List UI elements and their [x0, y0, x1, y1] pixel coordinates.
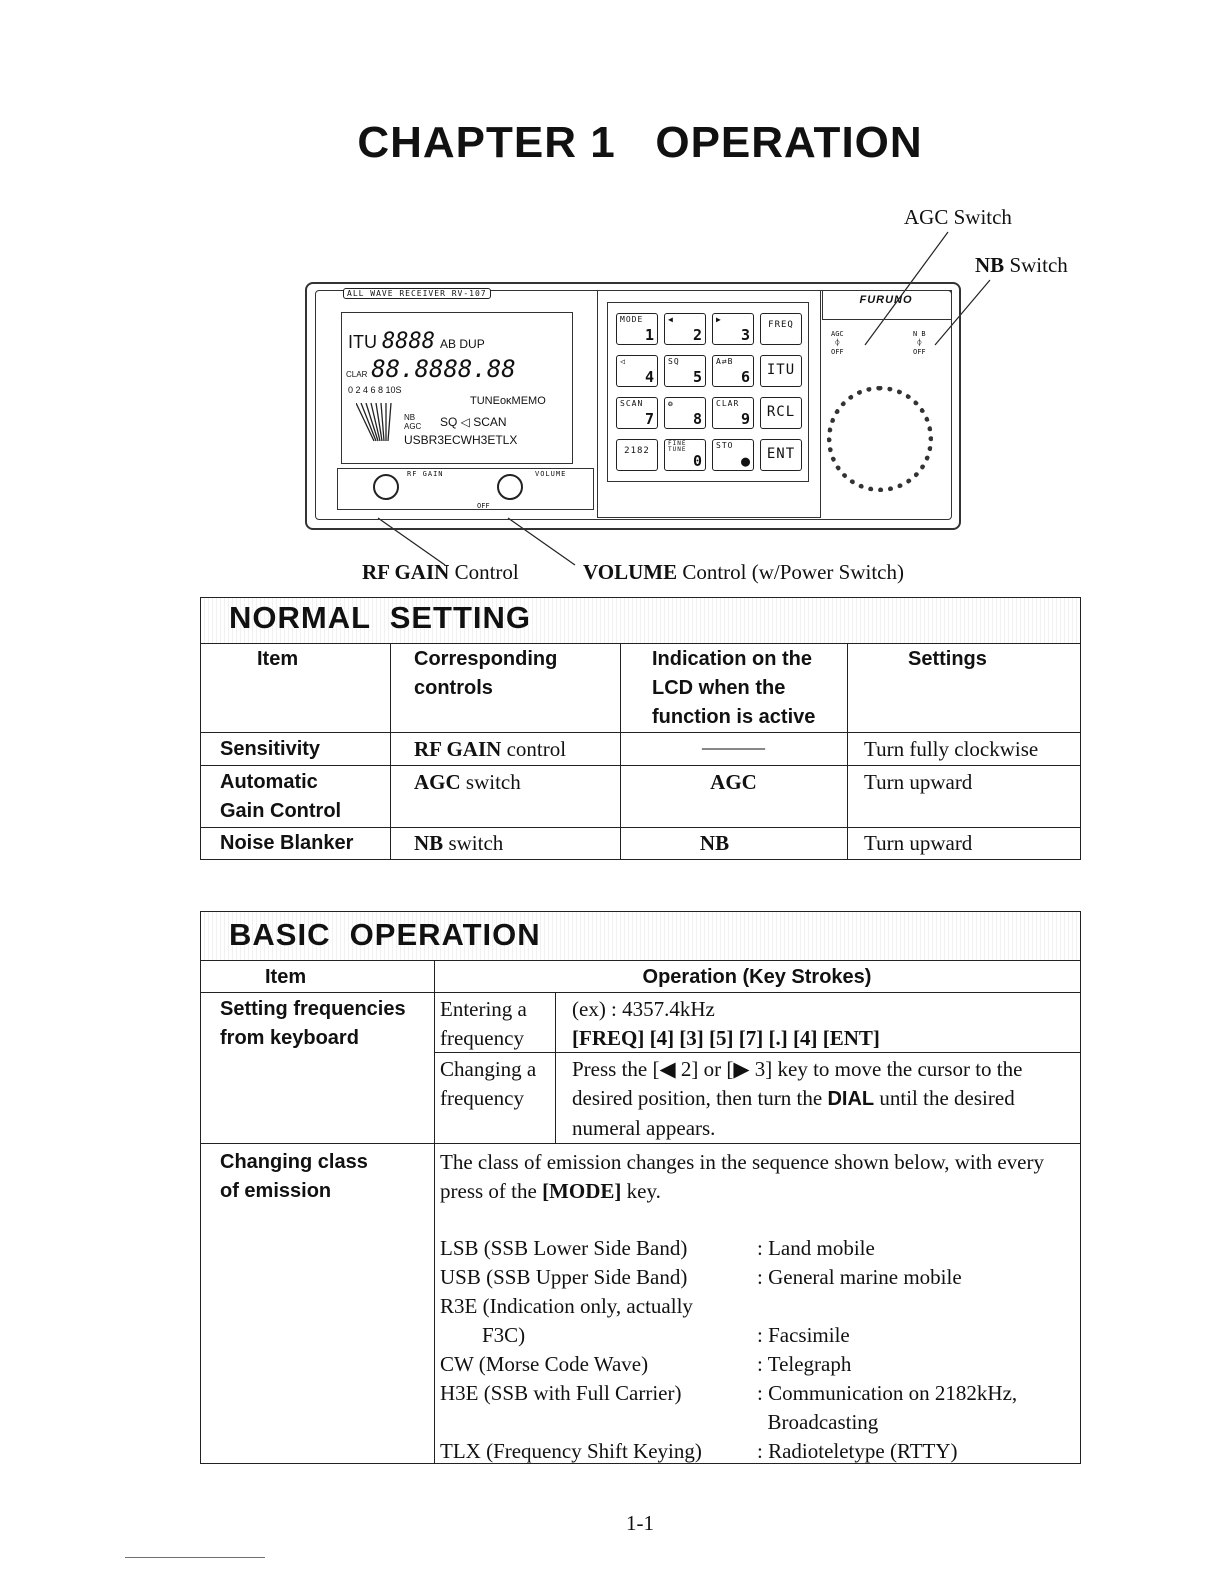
key-main-label: 8	[692, 410, 702, 428]
emission-mode: TLX (Frequency Shift Keying)	[440, 1439, 702, 1463]
receiver-front-panel-illustration	[305, 282, 961, 530]
lcd-indication: NB	[699, 831, 730, 855]
column-header: Settings	[908, 648, 987, 670]
nb-switch[interactable]: N B ⌽ OFF	[913, 330, 926, 356]
column-header: Item	[257, 648, 299, 670]
key-top-label: ◁	[620, 357, 626, 366]
callout-suffix: Control	[449, 560, 519, 584]
volume-label: VOLUME	[535, 470, 567, 478]
key-3[interactable]	[760, 313, 802, 345]
key-main-label: 7	[644, 410, 654, 428]
setting: Turn upward	[864, 831, 973, 855]
text: until the desired numeral appears.	[572, 1086, 1015, 1140]
key-label: ENT	[766, 446, 796, 462]
keypad	[607, 302, 809, 482]
control-type: control	[501, 737, 567, 761]
lcd-indication: AGC	[710, 770, 757, 794]
column-header: Item	[265, 966, 307, 988]
key-6[interactable]	[712, 355, 754, 387]
emission-class-row	[440, 1437, 1070, 1466]
key-top-label: SQ	[668, 357, 680, 366]
changing-frequency-instructions	[572, 1055, 1062, 1143]
column-header: Indication on the LCD when the function is active	[652, 648, 816, 728]
key-5[interactable]	[664, 355, 706, 387]
key-11[interactable]	[760, 397, 802, 429]
key-top-label: MODE	[620, 315, 644, 324]
page-number: 1-1	[626, 1511, 654, 1535]
key-sequence: [FREQ] [4] [3] [5] [7] [.] [4] [ENT]	[572, 1026, 880, 1050]
emission-list	[440, 1234, 1070, 1466]
volume-off-label: OFF	[477, 502, 490, 510]
key-top-label: ❂	[668, 399, 674, 408]
tuning-dial[interactable]	[827, 386, 933, 492]
key-main-label: 0	[692, 452, 702, 470]
key-15[interactable]	[760, 439, 802, 471]
emission-mode: H3E (SSB with Full Carrier)	[440, 1381, 682, 1405]
text: key.	[621, 1179, 661, 1203]
callout-name: NB	[975, 253, 1005, 277]
sub-item-label: Entering a frequency	[440, 997, 527, 1050]
nb-off-label: OFF	[913, 348, 926, 356]
lcd-ab-dup: AB DUP	[440, 337, 485, 351]
key-8[interactable]	[616, 397, 658, 429]
emission-use: : Radioteletype (RTTY)	[757, 1439, 958, 1463]
rf-gain-label: RF GAIN	[407, 470, 444, 478]
setting: Turn upward	[864, 770, 973, 794]
row-item: Setting frequencies from keyboard	[220, 998, 406, 1049]
row-item: Changing class of emission	[220, 1151, 368, 1202]
brand-logo: FURUNO	[859, 294, 913, 306]
key-main-label: 5	[692, 368, 702, 386]
agc-off-label: OFF	[831, 348, 844, 356]
callout-suffix: Control (w/Power Switch)	[677, 560, 904, 584]
key-top-label: ▶	[716, 315, 722, 324]
emission-mode: CW (Morse Code Wave)	[440, 1352, 649, 1376]
section-title: BASIC OPERATION	[229, 917, 541, 952]
callout-name: RF GAIN	[362, 560, 450, 584]
emission-class-row	[440, 1350, 1070, 1379]
key-14[interactable]	[712, 439, 754, 471]
key-2[interactable]	[712, 313, 754, 345]
key-label: FREQ	[768, 320, 794, 330]
key-top-label: ◀	[668, 315, 674, 324]
key-top-label: CLAR	[716, 399, 740, 408]
text: Press the [◀ 2] or [▶ 3] key to move the cursor to the desired position, then turn the	[572, 1057, 1023, 1110]
rf-gain-knob[interactable]	[373, 474, 399, 500]
text: The class of emission changes in the sequence shown below, with every press of the	[440, 1150, 1044, 1203]
agc-switch[interactable]: AGC ⌽ OFF	[831, 330, 844, 356]
normal-setting-table	[200, 597, 1081, 860]
key-7[interactable]	[760, 355, 802, 387]
emission-mode: LSB (SSB Lower Side Band)	[440, 1236, 688, 1260]
control-name: AGC	[414, 770, 461, 794]
model-label: ALL WAVE RECEIVER RV-107	[343, 288, 491, 299]
signal-meter-icon	[356, 403, 396, 443]
link-underline	[125, 1557, 265, 1558]
nb-switch-label: N B	[913, 330, 926, 338]
lcd-signal-scale: 0 2 4 6 8 10S	[348, 385, 402, 395]
emission-use: : Facsimile	[757, 1323, 850, 1347]
column-header: Operation (Key Strokes)	[642, 966, 872, 988]
row-item: Automatic Gain Control	[220, 771, 342, 822]
volume-knob[interactable]	[497, 474, 523, 500]
example-frequency: (ex) : 4357.4kHz	[572, 997, 715, 1021]
row-item: Noise Blanker	[220, 832, 354, 854]
key-main-label: 9	[740, 410, 750, 428]
key-main-label: 4	[644, 368, 654, 386]
emission-class-row	[440, 1292, 1070, 1350]
key-13[interactable]	[664, 439, 706, 471]
emission-mode: R3E (Indication only, actually F3C)	[440, 1294, 693, 1347]
key-12[interactable]	[616, 439, 658, 471]
dial-term: DIAL	[827, 1088, 875, 1110]
lcd-modes: USBR3ECWH3ETLX	[404, 433, 518, 447]
key-main-label: 1	[644, 326, 654, 344]
callout-suffix: Switch	[1004, 253, 1068, 277]
emission-use: : Land mobile	[757, 1236, 875, 1260]
column-header: Corresponding controls	[414, 648, 558, 699]
lcd-frequency-digits: 88.8888.88	[371, 355, 516, 383]
lcd-itu: ITU	[348, 332, 377, 352]
agc-switch-label: AGC	[831, 330, 844, 338]
lcd-channel-digits: 8888	[382, 329, 435, 354]
key-main-label: 3	[740, 326, 750, 344]
key-1[interactable]	[664, 313, 706, 345]
emission-mode: USB (SSB Upper Side Band)	[440, 1265, 688, 1289]
control-name: NB	[414, 831, 444, 855]
emission-intro	[440, 1148, 1070, 1206]
key-top-label: FINE TUNE	[668, 440, 687, 453]
lcd-clar: CLAR	[346, 370, 368, 379]
lcd-display	[341, 312, 573, 464]
key-top-label: STO	[716, 441, 734, 450]
lcd-sq-scan: SQ ◁ SCAN	[440, 415, 507, 429]
key-label: RCL	[766, 404, 796, 420]
row-item: Sensitivity	[220, 738, 321, 760]
key-main-label: 2	[692, 326, 702, 344]
emission-use: : Communication on 2182kHz, Broadcasting	[757, 1381, 1018, 1434]
lcd-nb: NB	[404, 413, 416, 422]
key-label: 2182	[624, 446, 650, 456]
mode-key: [MODE]	[542, 1179, 622, 1203]
emission-use: : Telegraph	[757, 1352, 852, 1376]
callout-suffix: Switch	[948, 205, 1012, 229]
key-0[interactable]	[616, 313, 658, 345]
lcd-tune-memo: TUNEοκMEMO	[470, 395, 546, 407]
emission-class-row	[440, 1379, 1070, 1437]
key-top-label: SCAN	[620, 399, 644, 408]
control-name: RF GAIN	[414, 737, 502, 761]
control-type: switch	[443, 831, 504, 855]
key-main-label: ●	[740, 452, 750, 470]
key-9[interactable]	[664, 397, 706, 429]
key-top-label: A⇄B	[716, 357, 734, 366]
emission-use: : General marine mobile	[757, 1265, 962, 1289]
key-label: ITU	[766, 362, 796, 378]
emission-class-row	[440, 1234, 1070, 1263]
key-10[interactable]	[712, 397, 754, 429]
callout-name: AGC	[904, 205, 949, 229]
control-type: switch	[460, 770, 521, 794]
key-4[interactable]	[616, 355, 658, 387]
section-title: NORMAL SETTING	[229, 600, 532, 635]
emission-class-row	[440, 1263, 1070, 1292]
setting: Turn fully clockwise	[864, 737, 1039, 761]
key-main-label: 6	[740, 368, 750, 386]
sub-item-label: Changing a frequency	[440, 1057, 537, 1110]
lcd-agc: AGC	[404, 422, 422, 431]
basic-operation-table	[200, 911, 1081, 1464]
chapter-title: CHAPTER 1 OPERATION	[357, 118, 923, 167]
lcd-indication: ———	[702, 735, 765, 759]
callout-name: VOLUME	[583, 560, 678, 584]
